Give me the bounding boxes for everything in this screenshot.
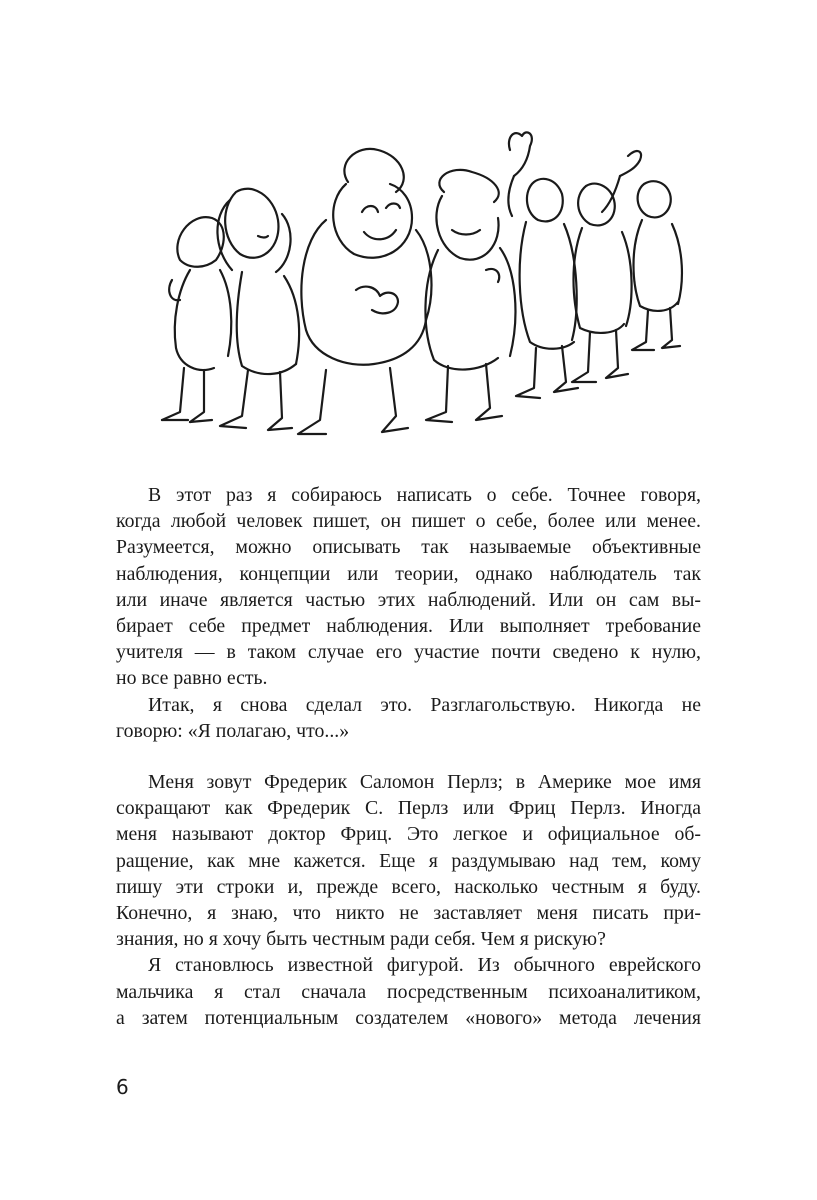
text-line: пишу эти строки и, прежде всего, насколько честным я буду. bbox=[116, 875, 701, 898]
text-line: знания, но я хочу быть честным ради себя. Чем я рискую? bbox=[116, 928, 606, 951]
sketch-figure-1 bbox=[162, 217, 231, 422]
text-line: Меня зовут Фредерик Саломон Перлз; в Америке мое имя bbox=[148, 771, 701, 793]
text-line: или иначе является частью этих наблюдений. Или он сам вы- bbox=[116, 588, 701, 611]
text-line: Конечно, я знаю, что никто не заставляет меня писать при- bbox=[116, 901, 701, 924]
page-number: 6 bbox=[116, 1075, 129, 1099]
sketch-figure-5 bbox=[508, 132, 578, 398]
text-line: меня называют доктор Фриц. Это легкое и официальное об- bbox=[116, 823, 701, 846]
text-line: сокращают как Фредерик С. Перлз или Фриц Перлз. Иногда bbox=[116, 797, 701, 820]
text-line: ращение, как мне кажется. Еще я раздумываю над тем, кому bbox=[116, 849, 701, 872]
text-section-2 bbox=[116, 769, 701, 1031]
text-line: но все равно есть. bbox=[116, 667, 268, 690]
text-line: бирает себе предмет наблюдения. Или выполняет требование bbox=[116, 614, 701, 637]
text-line: Разумеется, можно описывать так называемые объективные bbox=[116, 536, 701, 559]
sketch-figure-7 bbox=[632, 181, 682, 350]
text-line: учителя — в таком случае его участие почти сведено к нулю, bbox=[116, 641, 701, 664]
text-line: В этот раз я собираюсь написать о себе. Точнее говоря, bbox=[148, 484, 701, 506]
text-line: когда любой человек пишет, он пишет о себе, более или менее. bbox=[116, 510, 701, 533]
sketch-figure-4 bbox=[425, 170, 515, 422]
text-section-1 bbox=[116, 482, 701, 744]
text-line: говорю: «Я полагаю, что...» bbox=[116, 719, 350, 742]
sketch-figure-3 bbox=[298, 149, 431, 434]
text-line: Я становлюсь известной фигурой. Из обычного еврейского bbox=[148, 954, 701, 977]
sketch-figure-6 bbox=[572, 151, 641, 382]
text-line: а затем потенциальным создателем «нового» метода лечения bbox=[116, 1006, 701, 1029]
text-line: Итак, я снова сделал это. Разглагольствую. Никогда не bbox=[148, 693, 701, 716]
text-line: наблюдения, концепции или теории, однако наблюдатель так bbox=[116, 562, 701, 585]
text-line: мальчика я стал сначала посредственным психоаналитиком, bbox=[116, 980, 701, 1003]
crowd-sketch-illustration bbox=[150, 120, 695, 455]
